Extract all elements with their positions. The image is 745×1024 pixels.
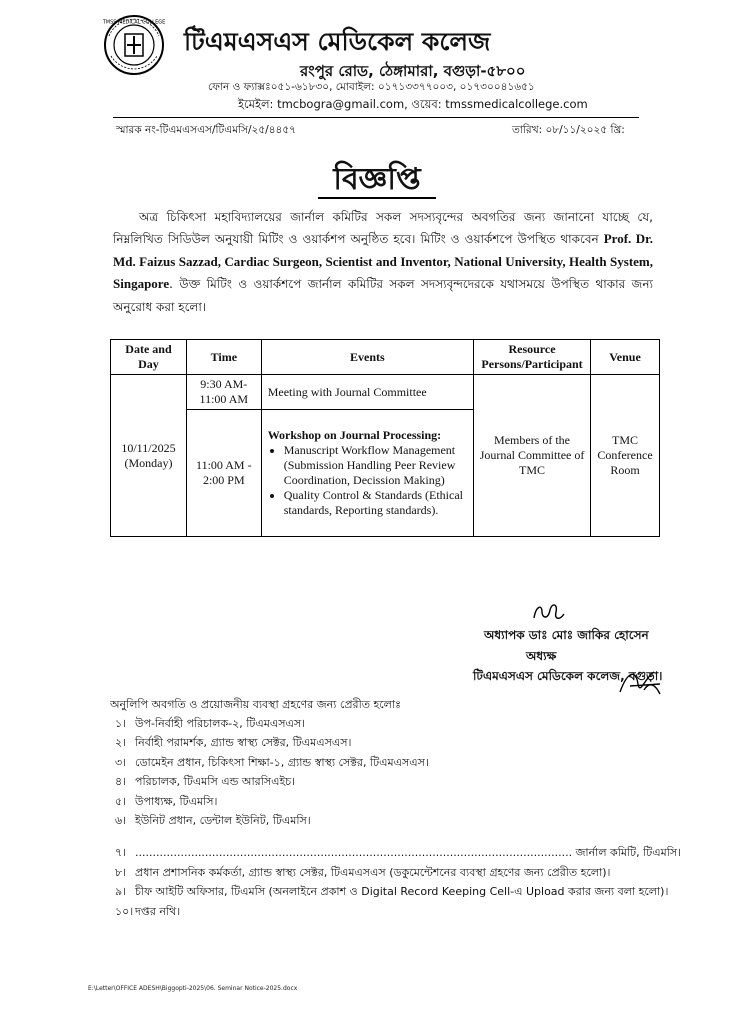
table-row [111, 375, 660, 410]
header-venue: Venue [591, 340, 660, 375]
header-resource: Resource Persons/Participant [474, 340, 591, 375]
college-logo-icon [103, 14, 165, 76]
list-item: ১। উপ-নির্বাহী পরিচালক-২, টিএমএসএস। [115, 717, 306, 730]
email-web-line: ইমেইল: tmcbogra@gmail.com, ওয়েব: tmssmedicalcollege.com [238, 97, 588, 111]
guest-speaker: Prof. Dr. Md. Faizus Sazzad, Cardiac Surgeon, Scientist and Inventor, National University, Health System, Singapore [113, 231, 653, 292]
workshop-title: Workshop on Journal Processing: [267, 428, 442, 442]
header-time: Time [186, 340, 261, 375]
header-divider [113, 117, 639, 118]
table-header-row [111, 340, 660, 375]
title-underline [318, 197, 436, 199]
copy-list [115, 714, 695, 921]
header-events: Events [261, 340, 473, 375]
list-item: • Manuscript Workflow Management (Submission Handling Peer Review Coordination, Decission Making) [284, 443, 469, 488]
signature-initial-icon [528, 598, 568, 626]
list-item: ১০। দপ্তর নথি। [115, 904, 181, 918]
event-cell-2 [261, 410, 473, 537]
resource-cell: Members of the Journal Committee of TMC [474, 375, 591, 537]
signatory-designation: অধ্যক্ষ [526, 649, 557, 663]
time-cell-2: 11:00 AM - 2:00 PM [186, 410, 261, 537]
college-name: টিএমএসএস মেডিকেল কলেজ [184, 27, 491, 56]
list-item: ৬। ইউনিট প্রধান, ডেন্টাল ইউনিট, টিএমসি। [115, 813, 311, 827]
date-value: 10/11/2025 [121, 440, 176, 455]
workshop-topics [268, 443, 469, 518]
phone-line: ফোন ও ফ্যাক্সঃ০৫১-৬১৮৩০, মোবাইল: ০১৭১৩৩৭৭০০৩, ০১৭৩০০৪১৬৫১ [208, 81, 535, 93]
notice-date: তারিখ: ০৮/১১/২০২৫ খ্রি: [512, 124, 625, 136]
file-path: E:\Letter\OFFICE ADESH\Biggopti-2025\06. Seminar Notice-2025.docx [88, 985, 298, 992]
list-item: • Quality Control & Standards (Ethical standards, Reporting standards). [284, 488, 469, 518]
college-address: রংপুর রোড, ঠেঙ্গামারা, বগুড়া-৫৮০০ [300, 62, 526, 80]
header-date: Date and Day [111, 340, 187, 375]
list-item: ৫। উপাধ্যক্ষ, টিএমসি। [115, 794, 218, 808]
list-item: ৮। প্রধান প্রশাসনিক কর্মকর্তা, গ্র্যান্ড স্বাস্থ্য সেক্টর, টিএমএসএস (ডকুমেন্টেশনের ব্যবস্থা গ্রহণের জন্য প্রেরীত হলো)। [115, 865, 611, 879]
paragraph-part2: . উক্ত মিটিং ও ওয়ার্কশপে জার্নাল কমিটির সকল সদস্যবৃন্দদেরকে যথাসময়ে উপস্থিত থাকার জন্য অনুরোধ করা হলো। [113, 277, 653, 314]
day-value: (Monday) [124, 455, 173, 470]
copy-intro: অনুলিপি অবগতি ও প্রয়োজনীয় ব্যবস্থা গ্রহণের জন্য প্রেরীত হলোঃ [110, 698, 401, 711]
list-item: ২। নির্বাহী পরামর্শক, গ্র্যান্ড স্বাস্থ্য সেক্টর, টিএমএসএস। [115, 736, 352, 750]
schedule-table [110, 339, 660, 537]
venue-cell: TMC Conference Room [591, 375, 660, 537]
signatory-organization: টিএমএসএস মেডিকেল কলেজ, বগুড়া। [473, 669, 663, 683]
list-item: ৪। পরিচালক, টিএমসি এন্ড আরসিএইচ। [115, 775, 296, 789]
list-item: ৯। চীফ আইটি অফিসার, টিএমসি (অনলাইনে প্রকাশ ও Digital Record Keeping Cell-এ Upload করার জন্য বলা হলো)। [115, 885, 669, 899]
time-cell-1: 9:30 AM-11:00 AM [186, 375, 261, 410]
signature-scribble-icon [616, 666, 664, 698]
notice-title: বিজ্ঞপ্তি [333, 162, 421, 197]
date-cell [111, 375, 187, 537]
logo-name: TMSS MEDICAL COLLEGE [103, 19, 165, 26]
notice-paragraph [113, 206, 653, 318]
reference-number: স্মারক নং-টিএমএসএস/টিএমসি/২৫/৪৪৫৭ [116, 124, 296, 136]
list-item: ৩। ডোমেইন প্রধান, চিকিৎসা শিক্ষা-১, গ্র্যান্ড স্বাস্থ্য সেক্টর, টিএমএসএস। [115, 755, 429, 769]
signatory-name: অধ্যাপক ডাঃ মোঃ জাকির হোসেন [484, 628, 649, 642]
list-item: ৭। ............................................................................................................................. জার্নাল কমিটি, টিএমসি। [115, 846, 682, 860]
paragraph-part1: অত্র চিকিৎসা মহাবিদ্যালয়ের জার্নাল কমিটির সকল সদস্যবৃন্দের অবগতির জন্য জানানো যাচ্ছে যে, নিম্নলিখিত সিডিউল অনুযায়ী মিটিং ও ওয়ার্কশপ অনুষ্ঠিত হবে। মিটিং ও ওয়ার্কশপে উপস্থিত থাকবেন [113, 210, 653, 247]
event-cell-1: Meeting with Journal Committee [261, 375, 473, 410]
